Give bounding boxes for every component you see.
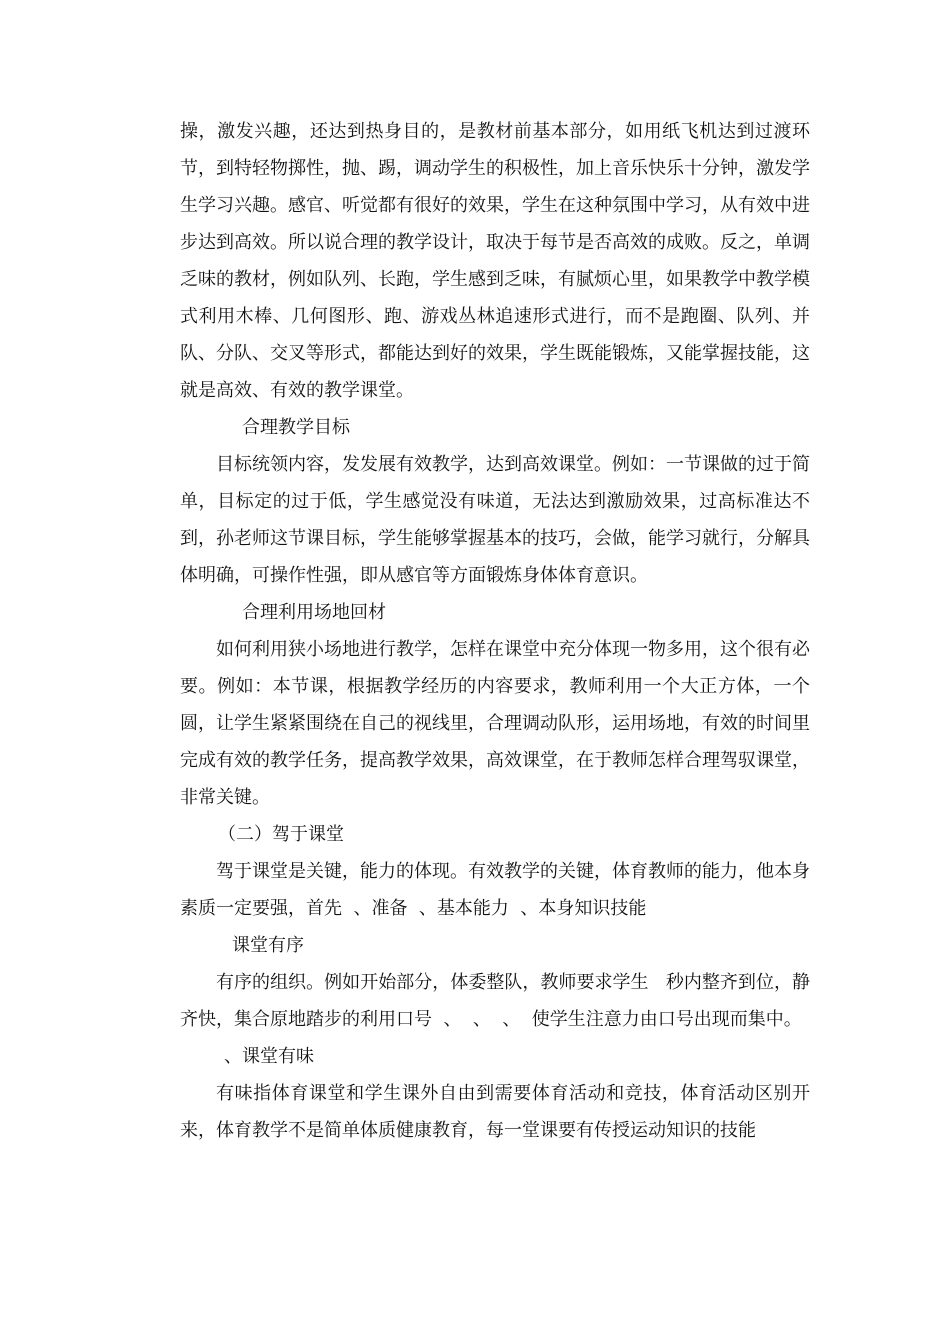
paragraph-classroom-control: 驾于课堂是关键，能力的体现。有效教学的关键，体育教师的能力，他本身素质一定要强，首先 、准备 、基本能力 、本身知识技能 [180,861,810,919]
heading-classroom-order: 课堂有序 [232,935,304,956]
paragraph-classroom-interest: 有味指体育课堂和学生课外自由到需要体育活动和竞技，体育活动区别开来，体育教学不是简单体质健康教育，每一堂课要有传授运动知识的技能 [180,1083,810,1141]
heading-venue-equipment: 合理利用场地回材 [242,602,386,623]
heading-classroom-control: （二）驾于课堂 [218,824,344,845]
document-body [180,113,810,1149]
paragraph-classroom-order: 有序的组织。例如开始部分，体委整队，教师要求学生 秒内整齐到位，静齐快，集合原地踏步的利用口号 、 、 、 使学生注意力由口号出现而集中。 [180,972,810,1030]
paragraph-teaching-design: 操，激发兴趣，还达到热身目的，是教材前基本部分，如用纸飞机达到过渡环节，到特轻物掷性，抛、踢，调动学生的积极性，加上音乐快乐十分钟，激发学生学习兴趣。感官、听觉都有很好的效果，学生在这种氛围中学习，从有效中进步达到高效。所以说合理的教学设计，取决于每节是否高效的成败。反之，单调乏味的教材，例如队列、长跑，学生感到乏味，有腻烦心里，如果教学中教学模式利用木棒、几何图形、跑、游戏丛林追速形式进行，而不是跑圈、队列、并队、分队、交叉等形式，都能达到好的效果，学生既能锻炼，又能掌握技能，这就是高效、有效的教学课堂。 [180,121,810,401]
paragraph-venue-equipment: 如何利用狭小场地进行教学，怎样在课堂中充分体现一物多用，这个很有必要。例如：本节课，根据教学经历的内容要求，教师利用一个大正方体，一个圆，让学生紧紧围绕在自己的视线里，合理调动队形，运用场地，有效的时间里完成有效的教学任务，提高教学效果，高效课堂，在于教师怎样合理驾驭课堂，非常关键。 [180,639,810,808]
heading-teaching-goals: 合理教学目标 [242,417,350,438]
paragraph-teaching-goals: 目标统领内容，发发展有效教学，达到高效课堂。例如：一节课做的过于简单，目标定的过于低，学生感觉没有味道，无法达到激励效果，过高标准达不到，孙老师这节课目标，学生能够掌握基本的技巧，会做，能学习就行，分解具体明确，可操作性强，即从感官等方面锻炼身体体育意识。 [180,454,810,586]
heading-classroom-interest: 、课堂有味 [224,1046,314,1067]
